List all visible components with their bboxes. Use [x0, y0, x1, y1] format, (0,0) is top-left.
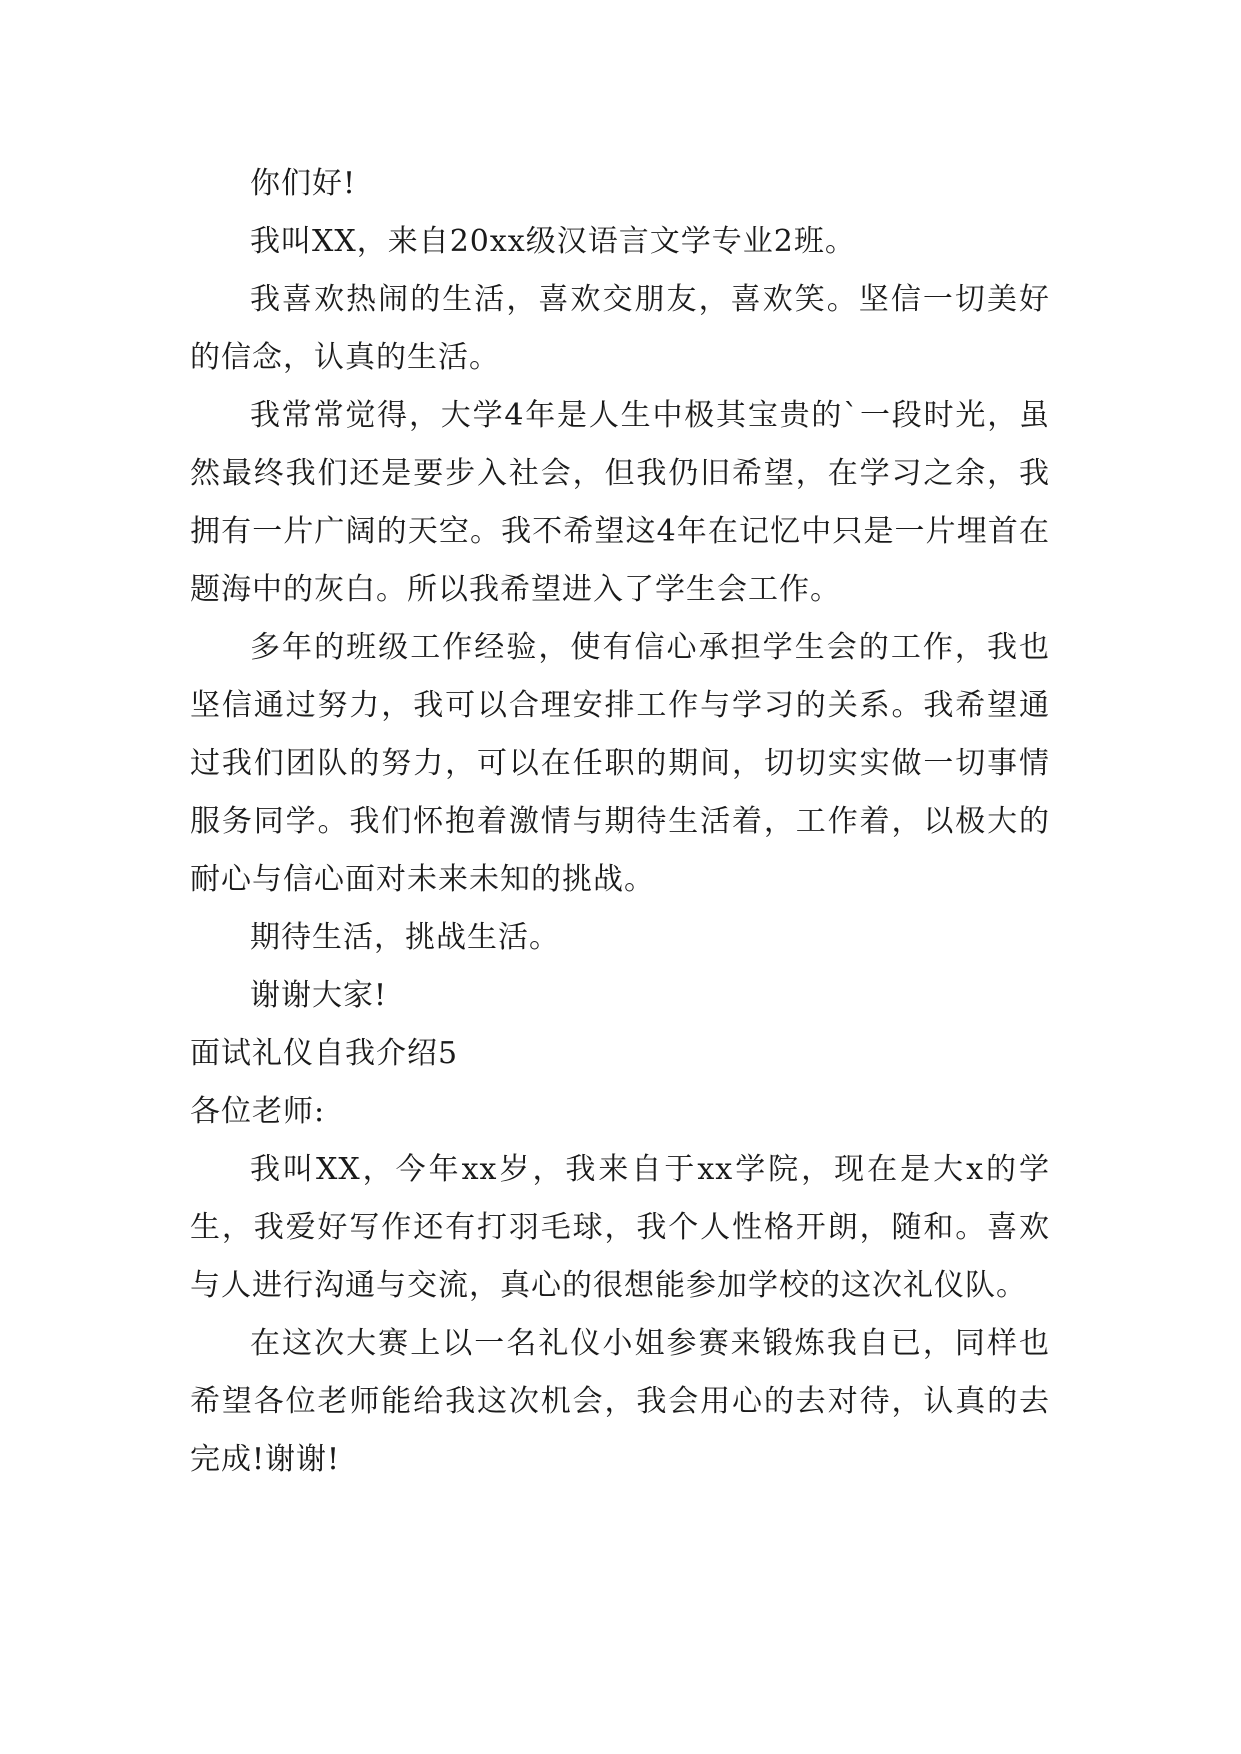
motto-paragraph: 期待生活，挑战生活。 [250, 920, 560, 955]
thanks-paragraph: 谢谢大家! [250, 978, 388, 1013]
experience-paragraph: 多年的班级工作经验，使有信心承担学生会的工作，我也坚信通过努力，我可以合理安排工作与学习的关系。我希望通过我们团队的努力，可以在任职的期间，切切实实做一切事情服务同学。我们怀抱着激情与期待生活着，工作着，以极大的耐心与信心面对未来未知的挑战。 [190, 630, 1050, 897]
section-heading: 面试礼仪自我介绍5 [190, 1036, 459, 1071]
closing-paragraph: 在这次大赛上以一名礼仪小姐参赛来锻炼我自已，同样也希望各位老师能给我这次机会，我会用心的去对待，认真的去完成!谢谢! [190, 1326, 1050, 1477]
document-body [190, 155, 1050, 1489]
personality-paragraph: 我喜欢热闹的生活，喜欢交朋友，喜欢笑。坚信一切美好的信念，认真的生活。 [190, 282, 1050, 375]
salutation-paragraph: 各位老师: [190, 1094, 326, 1129]
etiquette-intro-paragraph: 我叫XX，今年xx岁，我来自于xx学院，现在是大x的学生，我爱好写作还有打羽毛球，我个人性格开朗，随和。喜欢与人进行沟通与交流，真心的很想能参加学校的这次礼仪队。 [190, 1152, 1050, 1303]
greeting-paragraph: 你们好! [250, 166, 357, 201]
university-paragraph: 我常常觉得，大学4年是人生中极其宝贵的`一段时光，虽然最终我们还是要步入社会，但我仍旧希望，在学习之余，我拥有一片广阔的天空。我不希望这4年在记忆中只是一片埋首在题海中的灰白。所以我希望进入了学生会工作。 [190, 398, 1050, 607]
self-intro-paragraph: 我叫XX，来自20xx级汉语言文学专业2班。 [250, 224, 856, 259]
